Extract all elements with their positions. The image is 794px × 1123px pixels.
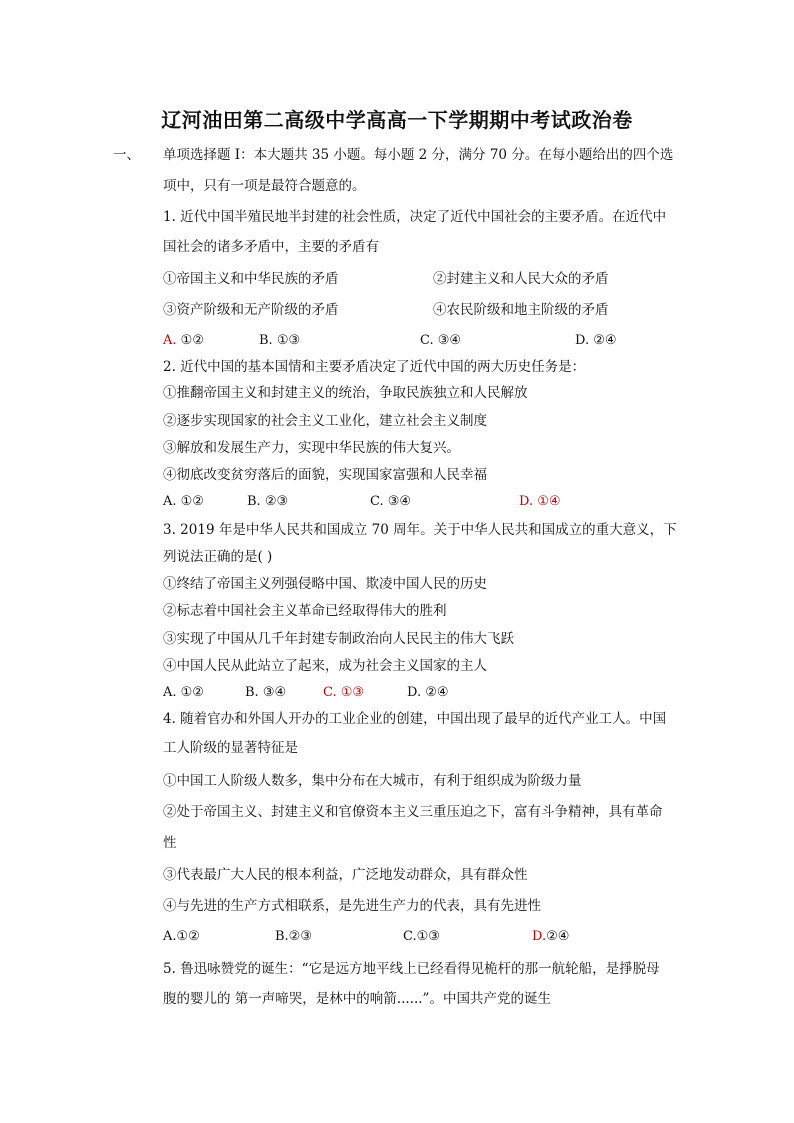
q2-statement-2: ②逐步实现国家的社会主义工业化，建立社会主义制度	[163, 413, 487, 429]
q2-option-a: A. ①②	[163, 494, 204, 509]
q3-stem-line1: 3. 2019 年是中华人民共和国成立 70 周年。关于中华人民共和国成立的重大意义，下	[163, 522, 677, 538]
q2-option-b: B. ②③	[247, 494, 289, 509]
q4-option-c: C.①③	[403, 929, 440, 944]
q1-option-b: B. ①③	[259, 333, 301, 348]
q1-stem-line1: 1. 近代中国半殖民地半封建的社会性质，决定了近代中国社会的主要矛盾。在近代中	[163, 209, 667, 225]
q3-option-b: B. ③④	[245, 685, 287, 700]
q4-option-d: D.②④	[532, 929, 570, 944]
q1-statement-3: ③资产阶级和无产阶级的矛盾	[163, 302, 339, 318]
q5-stem-line2: 腹的婴儿的 第一声啼哭，是林中的响箭......”。中国共产党的诞生	[163, 991, 551, 1007]
q1-statement-2: ②封建主义和人民大众的矛盾	[433, 271, 609, 287]
page-title: 辽河油田第二高级中学高高一下学期期中考试政治卷	[161, 108, 633, 132]
q2-statement-3: ③解放和发展生产力，实现中华民族的伟大复兴。	[163, 440, 460, 456]
q3-option-c: C. ①③	[323, 685, 365, 700]
q4-statement-1: ①中国工人阶级人数多，集中分布在大城市，有利于组织成为阶级力量	[163, 773, 582, 789]
q1-statement-4: ④农民阶级和地主阶级的矛盾	[433, 302, 609, 318]
q3-stem-line2: 列说法正确的是( )	[163, 549, 273, 565]
q1-statement-1: ①帝国主义和中华民族的矛盾	[163, 271, 339, 287]
q4-statement-2-line1: ②处于帝国主义、封建主义和官僚资本主义三重压迫之下，富有斗争精神，具有革命	[163, 804, 663, 820]
q4-statement-2-line2: 性	[163, 835, 177, 851]
q4-option-a: A.①②	[163, 929, 200, 944]
q3-statement-1: ①终结了帝国主义列强侵略中国、欺凌中国人民的历史	[163, 576, 487, 592]
q5-stem-line1: 5. 鲁迅咏赞党的诞生：“它是远方地平线上已经看得见桅杆的那一航轮船，是掙脱母	[163, 961, 660, 977]
q1-option-d: D. ②④	[575, 333, 617, 348]
q3-statement-3: ③实现了中国从几千年封建专制政治向人民民主的伟大飞跃	[163, 631, 514, 647]
q4-stem-line2: 工人阶级的显著特征是	[163, 740, 298, 756]
q4-stem-line1: 4. 随着官办和外国人开办的工业企业的创建，中国出现了最早的近代产业工人。中国	[163, 711, 667, 727]
q2-option-c: C. ③④	[370, 494, 412, 509]
q3-statement-4: ④中国人民从此站立了起来，成为社会主义国家的主人	[163, 658, 487, 674]
q1-stem-line2: 国社会的诸多矛盾中，主要的矛盾有	[163, 239, 379, 255]
q3-statement-2: ②标志着中国社会主义革命已经取得伟大的胜利	[163, 603, 447, 619]
section-number: 一、	[113, 147, 140, 163]
q4-statement-3: ③代表最广大人民的根本利益，广泛地发动群众，具有群众性	[163, 867, 528, 883]
q1-option-c: C. ③④	[420, 333, 462, 348]
q1-option-a: A. ①②	[163, 333, 204, 348]
q2-statement-4: ④彻底改变贫穷落后的面貌，实现国家富强和人民幸福	[163, 467, 487, 483]
q3-option-a: A. ①②	[163, 685, 204, 700]
q2-statement-1: ①推翻帝国主义和封建主义的统治，争取民族独立和人民解放	[163, 385, 528, 401]
q4-option-b: B.②③	[275, 929, 312, 944]
q2-stem-line1: 2. 近代中国的基本国情和主要矛盾决定了近代中国的两大历史任务是：	[163, 359, 586, 375]
section-instruction-line2: 项中，只有一项是最符合题意的。	[163, 178, 366, 194]
q2-option-d: D. ①④	[519, 494, 561, 509]
section-instruction-line1: 单项选择题 I：本大题共 35 小题。每小题 2 分，满分 70 分。在每小题给出的四个选	[163, 147, 674, 163]
q4-statement-4: ④与先进的生产方式相联系，是先进生产力的代表，具有先进性	[163, 898, 541, 914]
q3-option-d: D. ②④	[407, 685, 449, 700]
